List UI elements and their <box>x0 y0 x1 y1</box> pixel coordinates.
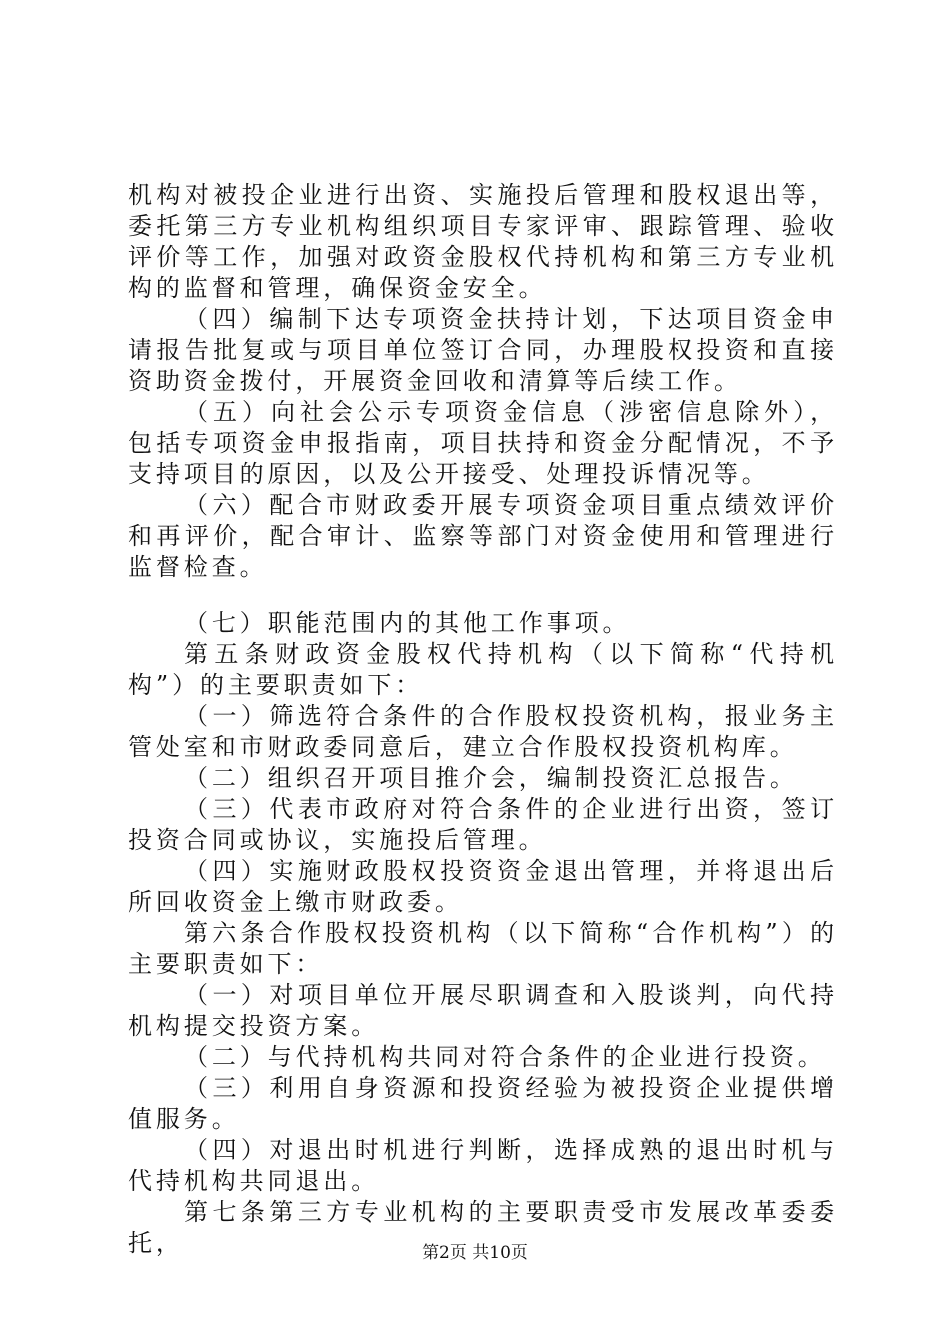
paragraph-article-6-item-4: （四）对退出时机进行判断，选择成熟的退出时机与代持机构共同退出。 <box>128 1136 838 1195</box>
paragraph-article-6: 第六条合作股权投资机构（以下简称“合作机构”）的主要职责如下： <box>128 919 838 978</box>
paragraph-article-6-item-2: （二）与代持机构共同对符合条件的企业进行投资。 <box>184 1043 826 1071</box>
page-number-footer: 第2页 共10页 <box>422 1243 528 1263</box>
paragraph-article-5-item-1: （一）筛选符合条件的合作股权投资机构，报业务主管处室和市财政委同意后，建立合作股权投资机构库。 <box>128 702 838 761</box>
paragraph-article-7: 第七条第三方专业机构的主要职责受市发展改革委委托， <box>128 1198 838 1257</box>
paragraph-item-6: （六）配合市财政委开展专项资金项目重点绩效评价和再评价，配合审计、监察等部门对资金使用和管理进行监督检查。 <box>128 491 838 581</box>
paragraph-article-5-item-2: （二）组织召开项目推介会，编制投资汇总报告。 <box>184 764 798 792</box>
paragraph-article-5-item-4: （四）实施财政股权投资资金退出管理，并将退出后所回收资金上缴市财政委。 <box>128 857 838 916</box>
paragraph-article-5: 第五条财政资金股权代持机构（以下简称“代持机构”）的主要职责如下： <box>128 640 838 699</box>
paragraph-article-6-item-1: （一）对项目单位开展尽职调查和入股谈判，向代持机构提交投资方案。 <box>128 981 838 1040</box>
paragraph-item-5: （五）向社会公示专项资金信息（涉密信息除外），包括专项资金申报指南，项目扶持和资金分配情况，不予支持项目的原因，以及公开接受、处理投诉情况等。 <box>128 398 838 488</box>
paragraph-item-7: （七）职能范围内的其他工作事项。 <box>184 609 631 637</box>
paragraph-article-5-item-3: （三）代表市政府对符合条件的企业进行出资，签订投资合同或协议，实施投后管理。 <box>128 795 838 854</box>
paragraph-item-4: （四）编制下达专项资金扶持计划，下达项目资金申请报告批复或与项目单位签订合同，办理股权投资和直接资助资金拨付，开展资金回收和清算等后续工作。 <box>128 305 838 395</box>
paragraph-continuation: 机构对被投企业进行出资、实施投后管理和股权退出等，委托第三方专业机构组织项目专家评审、跟踪管理、验收评价等工作，加强对政资金股权代持机构和第三方专业机构的监督和管理，确保资金安全。 <box>128 181 838 302</box>
document-body <box>128 180 838 1259</box>
paragraph-article-6-item-3: （三）利用自身资源和投资经验为被投资企业提供增值服务。 <box>128 1074 838 1133</box>
